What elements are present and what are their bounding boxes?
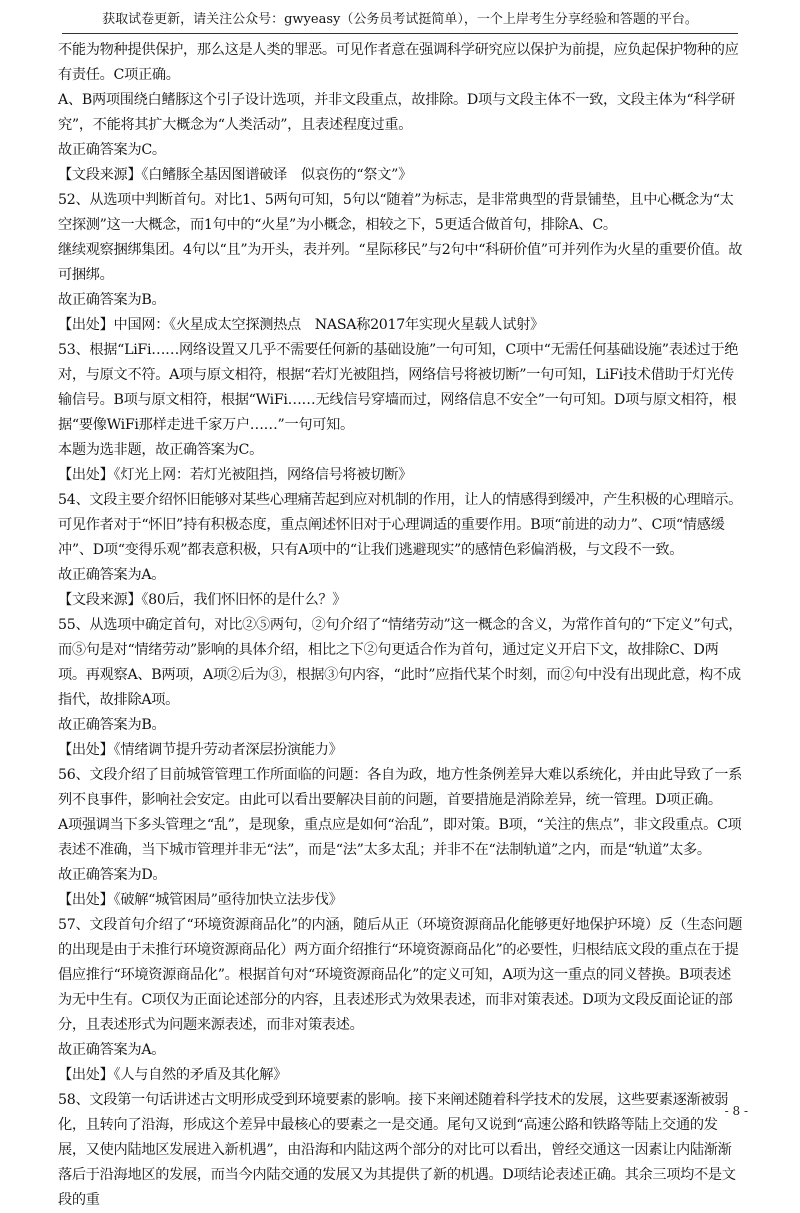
paragraph: 故正确答案为A。 bbox=[58, 567, 166, 583]
paragraph: 52、从选项中判断首句。对比1、5两句可知，5句以“随着”为标志，是非常典型的背景铺垫，且中心概念为“太空探测”这一大概念，而1句中的“火星”为小概念，相较之下，5更适合做首句，排除A、C。 bbox=[58, 192, 734, 233]
paragraph: 53、根据“LiFi……网络设置又几乎不需要任何新的基础设施”一句可知，C项中“无需任何基础设施”表述过于绝对，与原文不符。A项与原文相符，根据“若灯光被阻挡，网络信号将被切断”一句可知，LiFi技术借助于灯光传输信号。B项与原文相符，根据“WiFi……无线信号穿墙而过，网络信息不安全”一句可知。D项与原文相符，根据“要像WiFi那样走进千家万户……”一句可知。 bbox=[58, 342, 739, 433]
header-divider bbox=[62, 33, 738, 34]
paragraph: 57、文段首句介绍了“环境资源商品化”的内涵，随后从正（环境资源商品化能够更好地保护环境）反（生态问题的出现是由于未推行环境资源商品化）两方面介绍推行“环境资源商品化”的必要性，归根结底文段的重点在于提倡应推行“环境资源商品化”。根据首句对“环境资源商品化”的定义可知，A项为这一重点的同义替换。B项表述为无中生有。C项仅为正面论述部分的内容，且表述形式为效果表述，而非对策表述。D项为文段反面论证的部分，且表述形式为问题来源表述，而非对策表述。 bbox=[58, 917, 743, 1033]
paragraph: A项强调当下多头管理之“乱”，是现象，重点应是如何“治乱”，即对策。B项，“关注的焦点”，非文段重点。C项表述不准确，当下城市管理并非无“法”，而是“法”太多太乱；并非不在“法制轨道”之内，而是“轨道”太多。 bbox=[58, 817, 742, 858]
paragraph: 故正确答案为B。 bbox=[58, 292, 166, 308]
paragraph: 58、文段第一句话讲述古文明形成受到环境要素的影响。接下来阐述随着科学技术的发展，这些要素逐渐被弱化，且转向了沿海，形成这个差异中最核心的要素之一是交通。尾句又说到“高速公路和铁路等陆上交通的发展，又使内陆地区发展进入新机遇”，由沿海和内陆这两个部分的对比可以看出，曾经交通这一因素让内陆渐渐落后于沿海地区的发展，而当今内陆交通的发展又为其提供了新的机遇。D项结论表述正确。其余三项均不是文段的重 bbox=[58, 1092, 736, 1208]
source-line: 【文段来源】《白鳍豚全基因图谱破译 似哀伤的“祭文”》 bbox=[58, 167, 412, 183]
source-line: 【文段来源】《80后，我们怀旧怀的是什么？》 bbox=[58, 592, 347, 608]
paragraph: 故正确答案为B。 bbox=[58, 717, 166, 733]
source-line: 【出处】《情绪调节提升劳动者深层扮演能力》 bbox=[58, 742, 343, 758]
paragraph: A、B两项围绕白鳍豚这个引子设计选项，并非文段重点，故排除。D项与文段主体不一致，文段主体为“科学研究”，不能将其扩大概念为“人类活动”，且表述程度过重。 bbox=[58, 92, 735, 133]
paragraph: 56、文段介绍了目前城管管理工作所面临的问题：各自为政，地方性条例差异大难以系统化，并由此导致了一系列不良事件，影响社会安定。由此可以看出要解决目前的问题，首要措施是消除差异，统一管理。D项正确。 bbox=[58, 767, 743, 808]
source-line: 【出处】《灯光上网：若灯光被阻挡，网络信号将被切断》 bbox=[58, 467, 412, 483]
source-line: 【出处】《人与自然的矛盾及其化解》 bbox=[58, 1067, 287, 1083]
paragraph: 故正确答案为A。 bbox=[58, 1042, 166, 1058]
source-line: 【出处】《破解“城管困局”亟待加快立法步伐》 bbox=[58, 892, 343, 908]
page-header: 获取试卷更新，请关注公众号：gwyeasy（公务员考试挺简单），一个上岸考生分享经验和答题的平台。 bbox=[102, 12, 698, 27]
source-line: 【出处】中国网：《火星成太空探测热点 NASA称2017年实现火星载人试射》 bbox=[58, 317, 544, 333]
paragraph: 本题为选非题，故正确答案为C。 bbox=[58, 442, 263, 458]
paragraph: 55、从选项中确定首句，对比②⑤两句，②句介绍了“情绪劳动”这一概念的含义，为常作首句的“下定义”句式，而⑤句是对“情绪劳动”影响的具体介绍，相比之下②句更适合作为首句，通过定义开启下文，故排除C、D两项。再观察A、B两项，A项②后为③，根据③句内容，“此时”应指代某个时刻，而②句中没有出现此意，构不成指代，故排除A项。 bbox=[58, 617, 743, 708]
paragraph: 故正确答案为C。 bbox=[58, 142, 166, 158]
paragraph: 不能为物种提供保护，那么这是人类的罪恶。可见作者意在强调科学研究应以保护为前提，应负起保护物种的应有责任。C项正确。 bbox=[58, 42, 739, 83]
paragraph: 继续观察捆绑集团。4句以“且”为开头，表并列。“星际移民”与2句中“科研价值”可并列作为火星的重要价值。故可捆绑。 bbox=[58, 242, 743, 283]
paragraph: 故正确答案为D。 bbox=[58, 867, 167, 883]
page-number: - 8 - bbox=[724, 1104, 748, 1118]
document-body bbox=[58, 38, 744, 1213]
paragraph: 54、文段主要介绍怀旧能够对某些心理痛苦起到应对机制的作用，让人的情感得到缓冲，产生积极的心理暗示。可见作者对于“怀旧”持有积极态度，重点阐述怀旧对于心理调适的重要作用。B项“前进的动力”、C项“情感缓冲”、D项“变得乐观”都表意积极，只有A项中的“让我们逃避现实”的感情色彩偏消极，与文段不一致。 bbox=[58, 492, 743, 558]
